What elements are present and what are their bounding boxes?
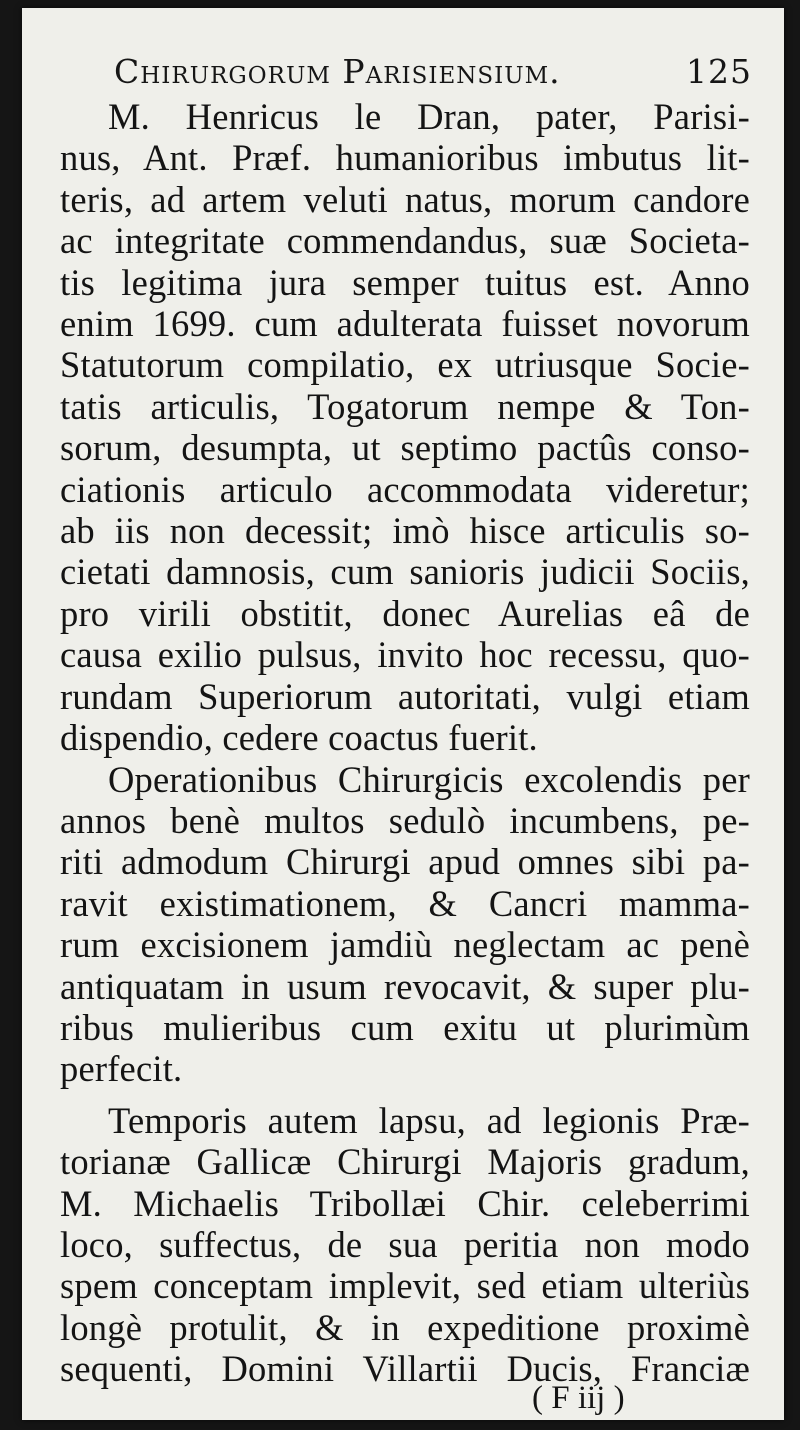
text-line: cietati damnosis, cum sanioris judicii Sociis, (60, 551, 750, 593)
text-line: ab iis non decessit; imò hisce articulis so- (60, 510, 750, 552)
text-line: ac integritate commendandus, suæ Societa- (60, 220, 750, 262)
text-line: torianæ Gallicæ Chirurgi Majoris gradum, (60, 1141, 750, 1183)
text-line: M. Michaelis Tribollæi Chir. celeberrimi (60, 1182, 750, 1224)
text-line: nus, Ant. Præf. humanioribus imbutus lit- (60, 137, 750, 179)
text-line: pro virili obstitit, donec Aurelias eâ de (60, 592, 750, 634)
text-line: ribus mulieribus cum exitu ut plurimùm (60, 1006, 750, 1048)
text-line: dispendio, cedere coactus fuerit. (60, 717, 538, 759)
text-line: Temporis autem lapsu, ad legionis Præ- (108, 1099, 750, 1141)
text-line: loco, suffectus, de sua peritia non modo (60, 1223, 750, 1265)
text-line: rundam Superiorum autoritati, vulgi etiam (60, 675, 750, 717)
text-line: ciationis articulo accommodata videretur; (60, 468, 750, 510)
text-line: tatis articulis, Togatorum nempe & Ton- (60, 385, 750, 427)
text-line: sequenti, Domini Villartii Ducis, Franciæ (60, 1348, 750, 1390)
text-line: tis legitima jura semper tuitus est. Anno (60, 261, 750, 303)
signature-mark: ( F iij ) (532, 1380, 625, 1416)
book-page (22, 8, 784, 1420)
text-line: spem conceptam implevit, sed etiam ulteriùs (60, 1265, 750, 1307)
paragraph-1 (60, 96, 750, 759)
text-line: causa exilio pulsus, invito hoc recessu, quo- (60, 634, 750, 676)
text-line: longè protulit, & in expeditione proximè (60, 1306, 750, 1348)
text-line: teris, ad artem veluti natus, morum candore (60, 178, 750, 220)
text-line: rum excisionem jamdiù neglectam ac penè (60, 924, 750, 966)
paragraph-3 (60, 1100, 750, 1390)
page-header (114, 52, 754, 102)
text-line: annos benè multos sedulò incumbens, pe- (60, 799, 750, 841)
text-line: Statutorum compilatio, ex utriusque Socie- (60, 344, 750, 386)
text-line: enim 1699. cum adulterata fuisset novorum (60, 303, 750, 345)
text-line: ravit existimationem, & Cancri mamma- (60, 882, 750, 924)
text-line: riti admodum Chirurgi apud omnes sibi pa- (60, 841, 750, 883)
paragraph-2 (60, 759, 750, 1090)
text-line: antiquatam in usum revocavit, & super plu- (60, 965, 750, 1007)
running-title: Chirurgorum Parisiensium. (114, 52, 561, 91)
page-number: 125 (686, 52, 752, 91)
text-line: M. Henricus le Dran, pater, Parisi- (108, 96, 750, 137)
text-line: sorum, desumpta, ut septimo pactûs conso- (60, 427, 750, 469)
body-text (60, 96, 750, 1390)
text-line: Operationibus Chirurgicis excolendis per (108, 758, 750, 800)
text-line: perfecit. (60, 1048, 183, 1090)
